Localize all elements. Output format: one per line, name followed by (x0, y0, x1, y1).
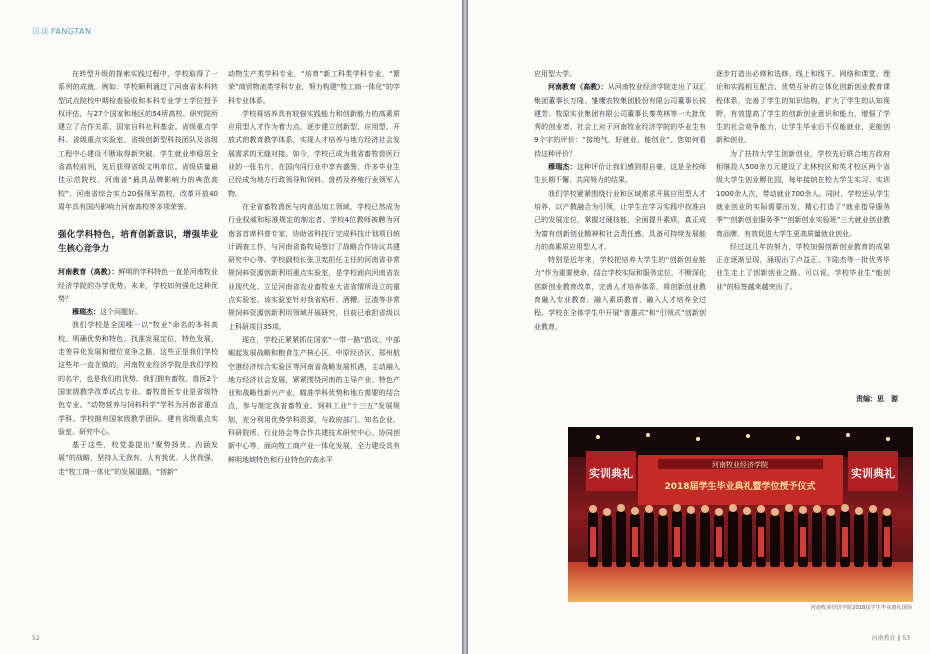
interviewee-name: 穆瑞杰： (548, 163, 577, 172)
brand-en: FANGTAN (51, 27, 92, 36)
banner-center-text: 2018届学生毕业典礼暨学位授予仪式 (664, 482, 816, 492)
interviewee-answer: 穆瑞杰：这种评价让我们感到很自豪，这是全校师生长期不懈、共同努力的结果。 (534, 163, 707, 185)
photo-caption: 河南牧业经济学院2018届学生毕业典礼现场 (810, 605, 912, 611)
paragraph: 经过这几年的努力，学校加强创新创业教育的成果正在逐渐呈现，涌现出了卢益正、卞陆杰等一批优秀毕业生走上了创新创业之路。可以说，学校毕业生“能创业”的标签越来越突出了。 (716, 242, 890, 291)
right-page (468, 0, 930, 654)
paragraph: 现在，学校正紧紧抓住国家“一带一路”倡议、中部崛起发展战略和粮食生产核心区、中原经济区、郑州航空港经济综合实验区等河南省战略发展机遇，主动融入地方经济社会发展，紧紧围绕河南的主导产业、特色产业和战略性新兴产业，瞄准学科优势和地方需要的结合点，参与制定我省畜牧业、饲料工业“十三五”发展规划，充分利用优势学科资源，与政府部门、知名企业、科研院所、行业协会等合作共建技术研究中心、协同创新中心等，面向牧工商产业一体化发展，全力建设具有鲜明地域特色和行业特色的高水平 (228, 335, 400, 464)
right-column-1 (534, 68, 706, 334)
paragraph: 为了扶持大学生创新创业，学校先后联合地方政府相继投入500余万元建设了北林校区和英才校区两个省级大学生创业孵化园，每年接纳在校大学生实习、实训1000余人次，带动就业700余人。同时，学校还从学生就业创业的实际需要出发，精心打造了“就业指导服务季”“创新创业服务季”“创新创业实验班”三大就业创业教育品牌，有效促进大学生更高质量就业创业。 (716, 149, 890, 238)
paragraph: 动物生产类学科专业，“培育”新工科类学科专业，“繁荣”商贸物流类学科专业，努力构建“牧工商一体化”的学科专业体系。 (228, 70, 400, 105)
section-heading: 强化学科特色，培育创新意识，增强毕业生核心竞争力 (58, 230, 218, 255)
interviewer-question: 河南教育（高教）：鲜明的学科特色一直是河南牧业经济学院的办学优势。未来，学校如何强化这种优势？ (58, 268, 219, 303)
paragraph: 在转型升级的探索实践过程中，学校取得了一系列的成就。例如：学校顺利通过了河南省本科转型试点院校中期检查验收和本科专业学士学位授予权评估，与27个国家和地区的54所高校、研究院所建立了合作关系，国家自科社科基金、省级重点学科、省级重点实验室、省级创新型科技团队及省级工程中心建设不断取得新突破，学生就业率稳居全省高校前列，先后获得省级文明单位、省级质量最佳示范院校、河南省“最具品牌影响力的典范高校”、河南省综合实力20强领军高校，改革开放40周年具有国内影响力河南高校等多项荣誉。 (58, 70, 218, 211)
interviewer-name: 河南教育（高教）： (548, 83, 608, 92)
brand-cn: 访谈 (32, 27, 49, 36)
page-number-left: 52 (32, 635, 40, 642)
graduation-ceremony-photo (568, 427, 913, 602)
paragraph: 学校将培养具有较强实践能力和创新能力的高素质应用型人才作为着力点，逐步建立创新型、应用型、开放式的教育教学体系，实现人才培养与地方经济社会发展需求的无缝对接。如今，学校已成为我省畜牧兽医行业的一张名片，在国内同行业中享有盛誉，许多毕业生已经成为地方行政领导和饲料、兽药及养殖行业领军人物。 (228, 109, 400, 198)
backdrop-school-name: 河南牧业经济学院 (712, 461, 768, 469)
interviewee-name: 穆瑞杰： (72, 308, 100, 317)
interviewee-answer: 穆瑞杰：这个问题好。 (72, 308, 142, 317)
interviewer-question: 河南教育（高教）：从河南牧业经济学院走出了双汇集团董事长万隆、雏鹰农牧集团股份有限公司董事长侯建芳、牧原实业集团有限公司董事长秦英林等一大批优秀的创业者。社会上对于河南牧业经济学院的毕业生有9个字的评价：“接地气、好就业、能创业”。您如何看待这种评价？ (534, 83, 707, 158)
banner-right-text: 实训典礼 (851, 467, 895, 480)
left-column-2 (228, 68, 400, 467)
left-page (0, 0, 462, 654)
paragraph: 我们学校是全国唯一以“牧业”命名的本科高校。明确优势和特色，找准发展定位，特色发展，走差异化发展和错位竞争之路，这些正是我们学校这些年一直在做的。河南牧业经济学院是我们学校的名字，也是我们的优势。我们拥有畜牧、兽医2个国家级教学改革试点专业。畜牧兽医专业是省级特色专业。“动物营养与饲料科学”学科为河南省重点学科。学校拥有国家级教学团队、建有省级重点实验室、研究中心。 (58, 321, 218, 436)
interviewer-name: 河南教育（高教）： (58, 268, 119, 277)
paragraph: 逐步打造出必修和选修、线上和线下、网络和课堂、理论和实践相互配合、优势互补的立体化创新创业教育课程体系，完善了学生的知识结构，扩大了学生的认知视野，有效提高了学生的创新创业意识和能力，增强了学生的社会竞争能力，让学生毕业后不仅能就业，更能创新和创业。 (716, 70, 890, 145)
paragraph: 我们学校紧紧围绕行业和区域需求开展应用型人才培养，以产教融合为引领，让学生在学习实践中找准自己的发展定位，掌握过硬技能，全面提升素质，真正成为富有创新创业精神和社会责任感、具备可持续发展能力的高素质应用型人才。 (534, 189, 706, 251)
paragraph: 基于这些，校党委提出“聚势扬优、内涵发展”的战略，坚持人无我有、人有我优、人优我强，走“牧工商一体化”的发展道路，“创新” (58, 441, 218, 476)
section-brand (32, 26, 91, 37)
paragraph: 特别是近年来，学校把培养大学生的“创新创业能力”作为重要使命，结合学校实际和服务定位，不断深化创新创业教育改革，完善人才培养体系，将创新创业教育融入专业教育、融入素质教育、融入人才培养全过程。学校在全体学生中开展“普惠式”和“引领式”创新创业教育， (534, 256, 706, 331)
left-column-1 (58, 68, 218, 479)
banner-left-text: 实训典礼 (589, 467, 633, 480)
paragraph: 应用型大学。 (534, 70, 576, 78)
paragraph: 在全省畜牧兽医与肉食品加工领域，学校已然成为行业权威和标准规定的制定者。学校4位教师被聘为河南省首席科普专家，协助省科技厅完成科技计划项目统计调查工作，与河南省畜牧局签订了战略合作协议共建研究中心等。学校副校长张卫宪担任主任的河南省非常规饲料资源创新利用重点实验室，是学校面向河南省农业现代化、立足河南省农业畜牧业大省省情所设立的重点实验室。该实验室针对我省秸秆、酒糟、豆渣等非常规饲料资源创新利用领域开展研究，目前已承担省级以上科研项目35项。 (228, 202, 400, 331)
right-column-2 (716, 68, 890, 294)
photo-illustration (568, 427, 913, 602)
page-number-right: 河南教育 ‖ 53 (871, 635, 910, 642)
editor-credit: 责编：思 源 (856, 395, 898, 403)
